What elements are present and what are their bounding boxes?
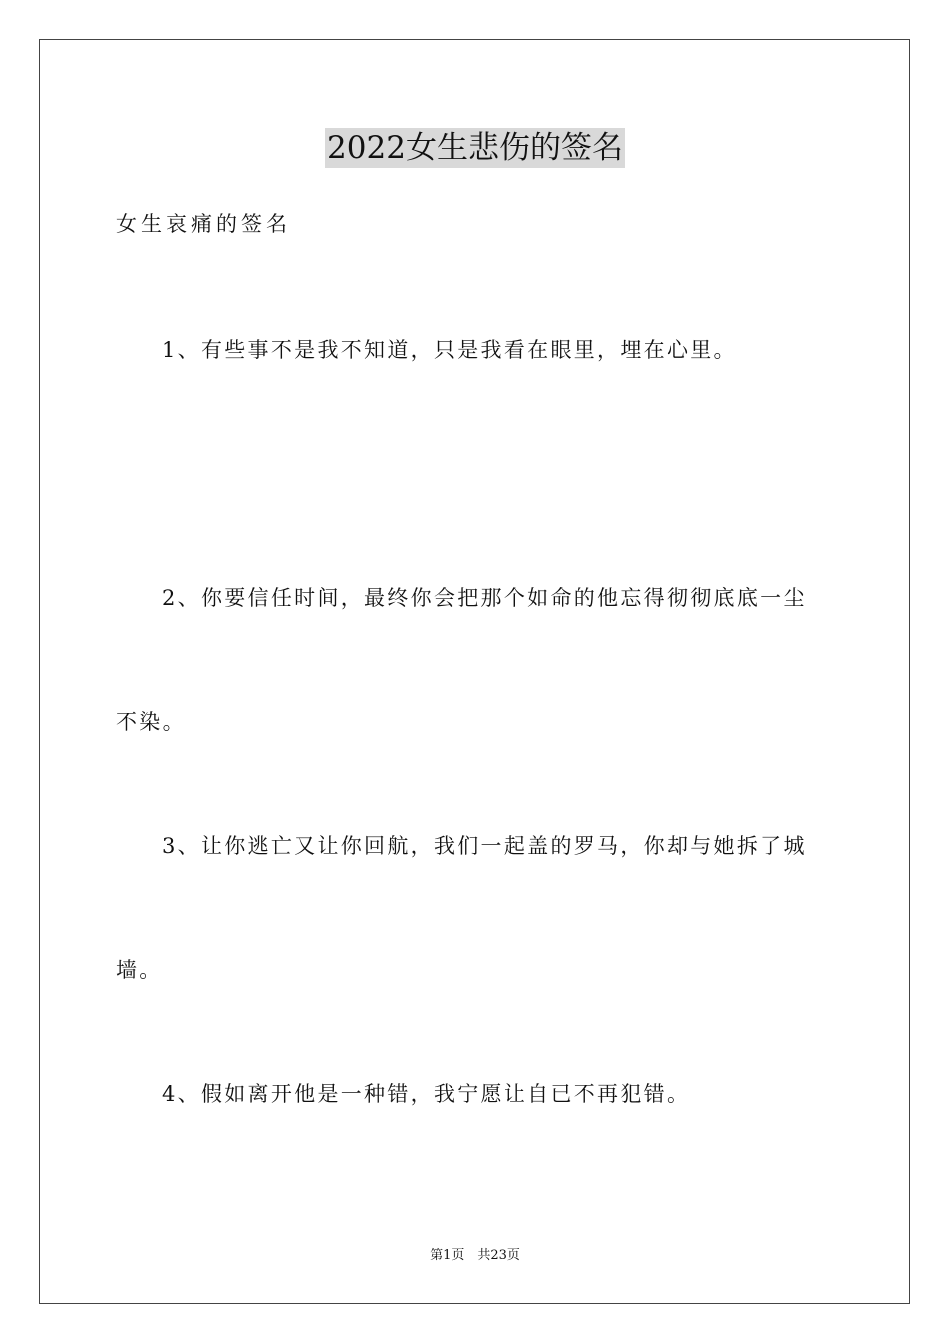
paragraph-1 — [116, 335, 836, 365]
paragraph-1-line-1: 1、有些事不是我不知道，只是我看在眼里，埋在心里。 — [162, 338, 737, 362]
paragraph-2-line-1: 2、你要信任时间，最终你会把那个如命的他忘得彻彻底底一尘 — [162, 586, 807, 610]
paragraph-3 — [116, 831, 836, 861]
document-subtitle: 女生哀痛的签名 — [116, 212, 291, 236]
paragraph-4-line-1: 4、假如离开他是一种错，我宁愿让自已不再犯错。 — [162, 1082, 691, 1106]
paragraph-2-continuation — [116, 707, 836, 737]
paragraph-2 — [116, 583, 836, 613]
document-title: 2022女生悲伤的签名 — [327, 130, 623, 166]
paragraph-3-line-1: 3、让你逃亡又让你回航，我们一起盖的罗马，你却与她拆了城 — [162, 834, 807, 858]
paragraph-2-line-2: 不染。 — [116, 710, 186, 734]
paragraph-3-line-2: 墙。 — [116, 958, 163, 982]
paragraph-3-continuation — [116, 955, 836, 985]
page-footer: 第1页 共23页 — [430, 1248, 520, 1263]
paragraph-4 — [116, 1079, 836, 1109]
document-title-block — [0, 128, 950, 168]
